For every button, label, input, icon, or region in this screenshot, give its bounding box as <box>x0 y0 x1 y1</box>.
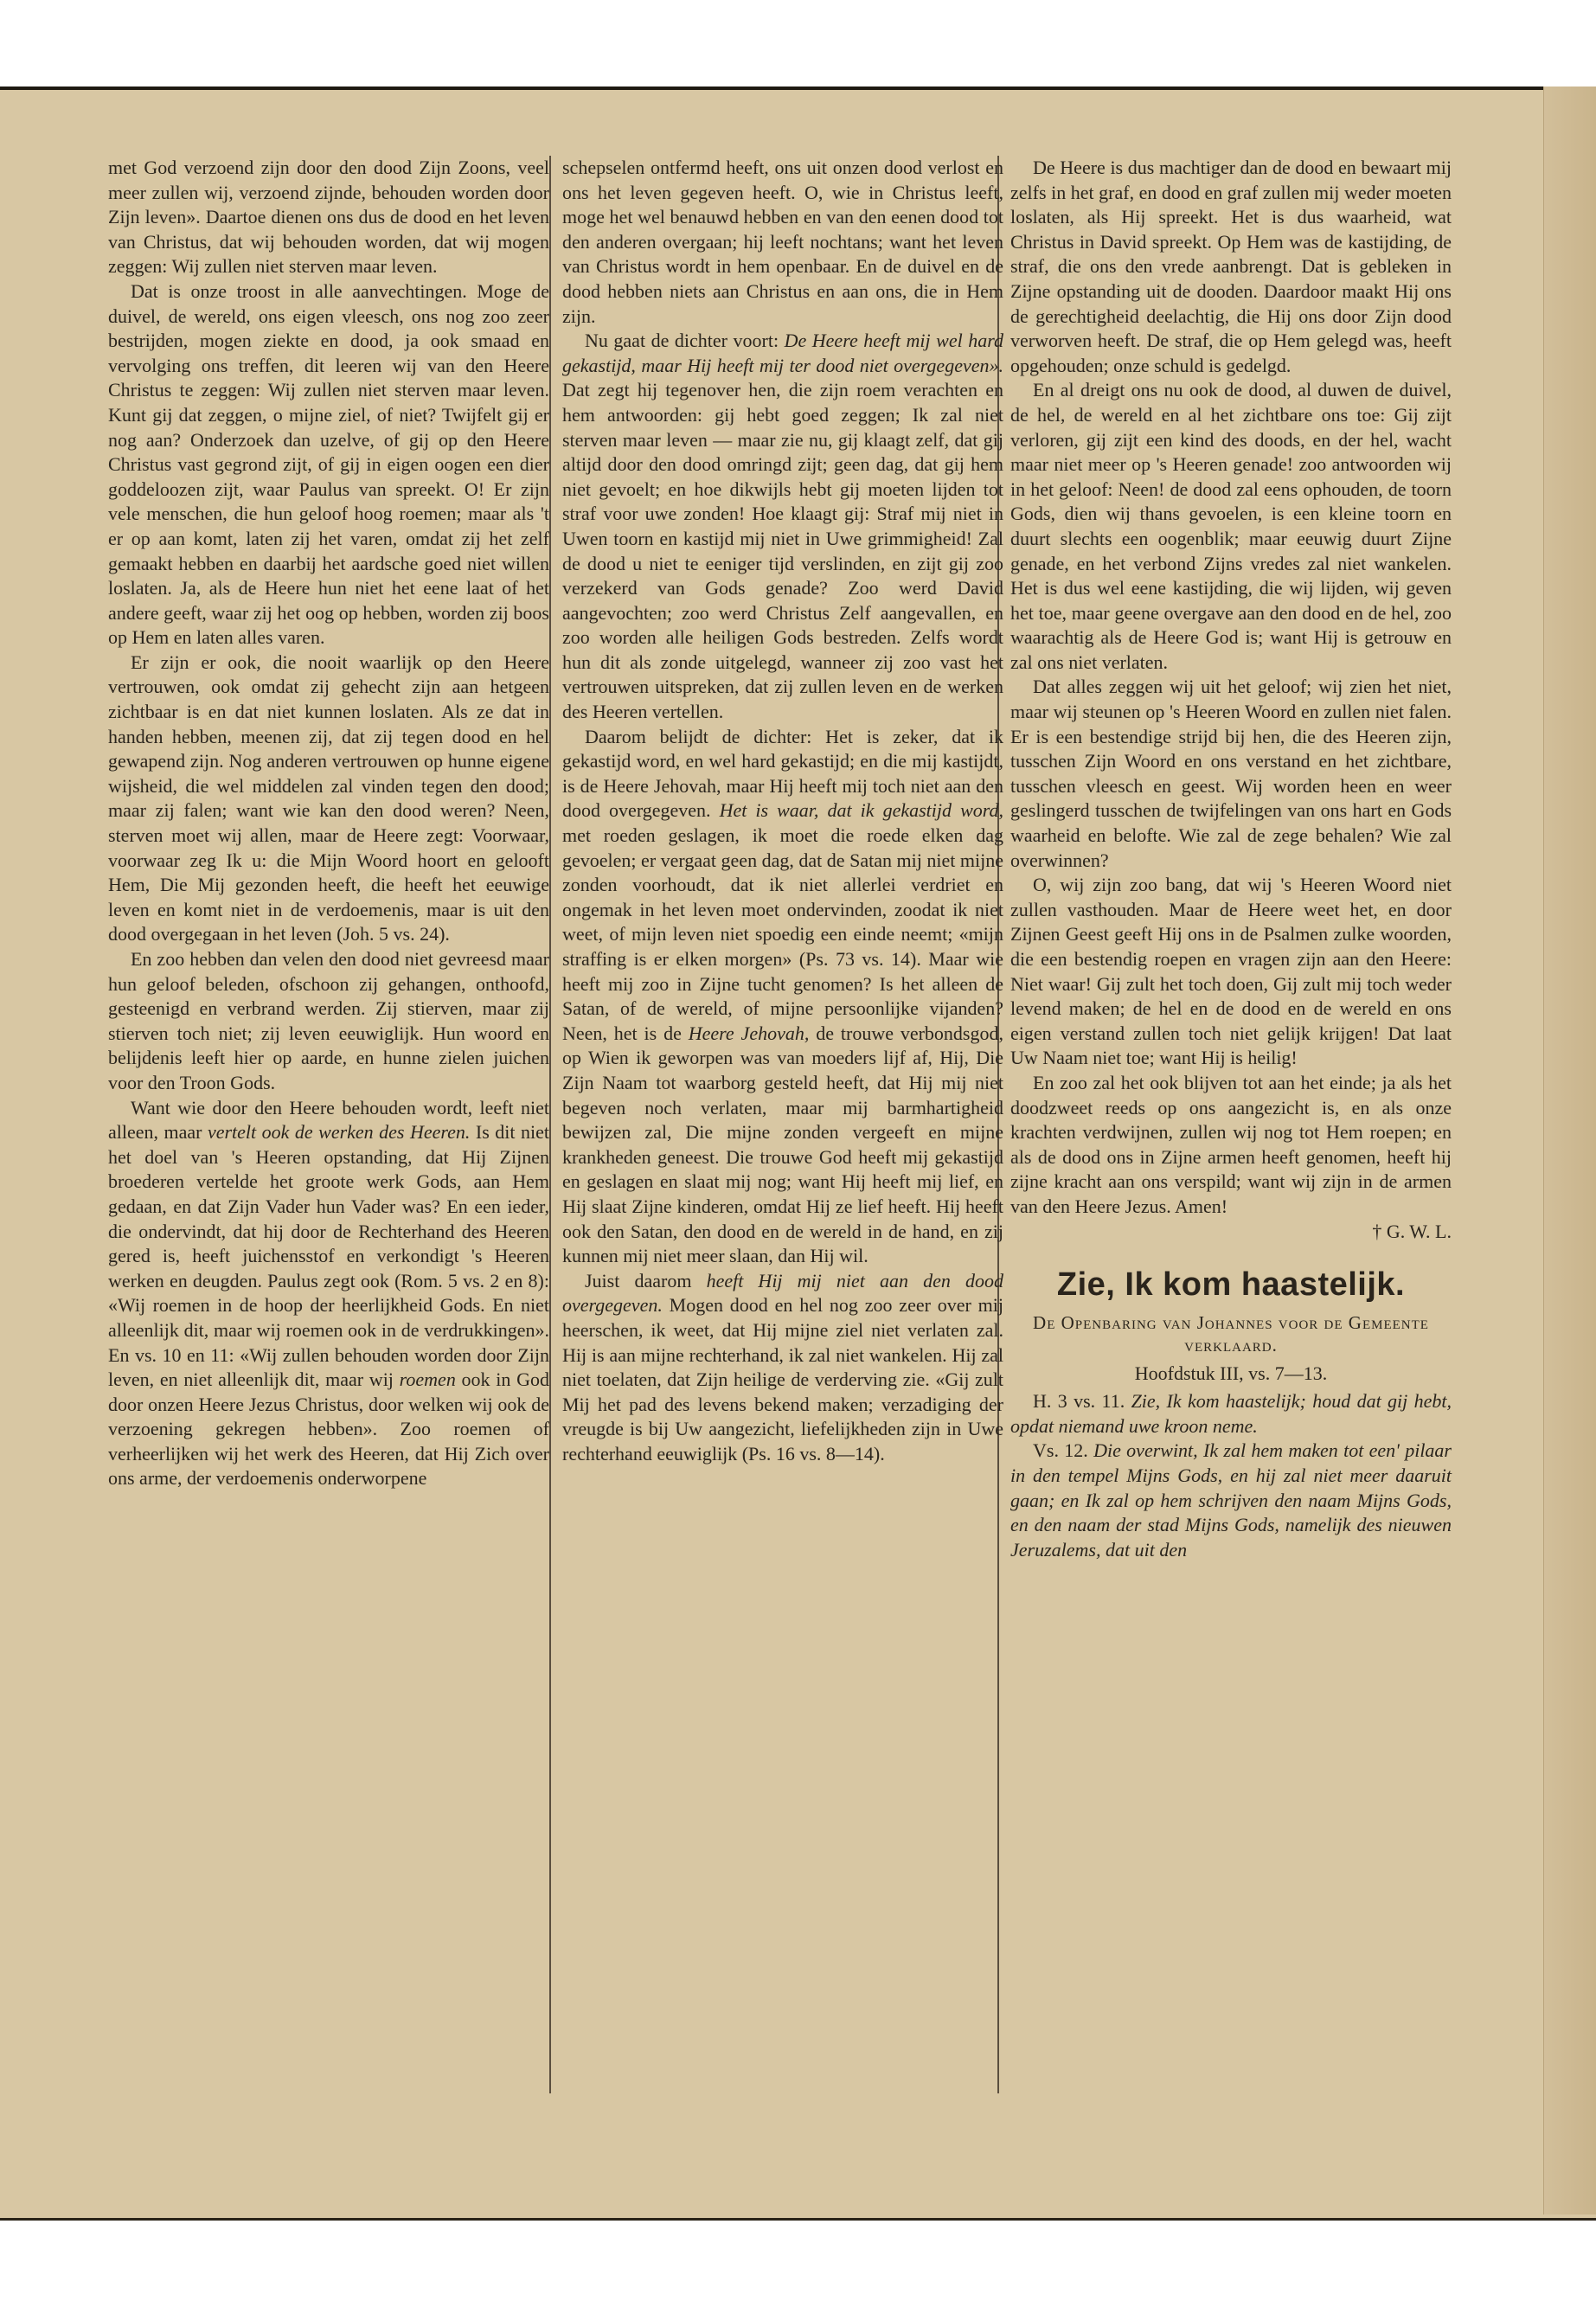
text-span: Daarom belijdt de dichter: Het is zeker, dat ik gekastijd word, en wel hard gekastijd; en die mij kastijdt, is de Heere Jehovah, maar Hij heeft mij toch niet aan den dood overgegeven. <box>562 725 1003 822</box>
italic-span: Zie, Ik kom haastelijk; houd dat gij hebt, opdat niemand uwe kroon neme. <box>1010 1390 1452 1437</box>
author-signature: † G. W. L. <box>1372 1220 1452 1242</box>
column-1-paragraph-1: met God verzoend zijn door den dood Zijn Zoons, veel meer zullen wij, verzoend zijnde, behouden worden door Zijn leven». Daartoe dienen ons dus de dood en het leven van Christus, dat wij behouden worden, dat wij mogen zeggen: Wij zullen niet sterven maar leven. <box>108 157 549 278</box>
column-3-paragraph-3: Dat alles zeggen wij uit het geloof; wij zien het niet, maar wij steunen op 's Heeren Woord en zullen niet falen. Er is een bestendige strijd bij hen, die des Heeren zijn, tusschen Zijn Woord en ons verstand en het zichtbare, tusschen vleesch en geest. Wij worden heen en weer geslingerd tusschen de twijfelingen van ons hart en Gods waarheid en belofte. Wie zal de zege behalen? Wie zal overwinnen? <box>1010 676 1452 871</box>
column-1-paragraph-2: Dat is onze troost in alle aanvechtingen. Moge de duivel, de wereld, ons eigen vleesch, ons nog zoo zeer bestrijden, mogen ziekte en dood, ja ook smaad en vervolging ons treffen, dit leeren wij van den Heere Christus te zeggen: Wij zullen niet sterven maar leven. Kunt gij dat zeggen, o mijne ziel, of niet? Twijfelt gij er nog aan? Onderzoek dan uzelve, of gij op den Heere Christus vast gegrond zijt, of gij in eigen oogen een dier goddeloozen zijt, waar Paulus van spreekt. O! Er zijn vele menschen, die hun geloof hoog roemen; maar als 't er op aan komt, laten zij het varen, omdat zij het zelf gemaakt hebben en daarbij het aardsche goed niet willen loslaten. Ja, als de Heere hun niet het eene laat of het andere geeft, waar zij het oog op hebben, worden zij boos op Hem en laten alles varen. <box>108 279 549 649</box>
italic-span: Heere Jehovah, <box>688 1022 810 1044</box>
text-span: Nu gaat de dichter voort: <box>585 330 785 352</box>
article-headline: Zie, Ik kom haastelijk. <box>1056 1266 1406 1304</box>
text-span: H. 3 vs. 11. <box>1033 1390 1131 1413</box>
text-span: Is dit niet het doel van 's Heeren opstanding, dat Hij Zijnen broederen vertelde het groote werk Gods, aan Hem gedaan, en dat Zijn Vader hun Vader was? En een ieder, die ondervindt, dat hij door de Rechterhand des Heeren gered is, heeft juichensstof en verkondigt 's Heeren werken en deugden. Paulus zegt ook (Rom. 5 vs. 2 en 8): «Wij roemen in de hoop der heerlijkheid Gods. En niet alleenlijk dit, maar wij roemen ook in de verdrukkingen». En vs. 10 en 11: «Wij zullen behouden worden door Zijn leven, en niet alleenlijk dit, maar wij <box>108 1121 549 1391</box>
italic-span: Die overwint, Ik zal hem maken tot een' pilaar in den tempel Mijns Gods, en hij zal niet meer daaruit gaan; en Ik zal op hem schrijven den naam Mijns Gods, en den naam der stad Mijns Gods, namelijk des nieuwen Jeruzalems, dat uit den <box>1010 1439 1452 1561</box>
column-2-paragraph-2 <box>562 329 1003 725</box>
verse-11 <box>1010 1389 1452 1439</box>
column-3-paragraph-1: De Heere is dus machtiger dan de dood en bewaart mij zelfs in het graf, en dood en graf zullen mij weder moeten loslaten, als Hij spreekt. Het is dus waarheid, wat Christus in David spreekt. Op Hem was de kastijding, de straf, die ons den vrede aanbrengt. Dat is gebleken in Zijne opstanding uit de dooden. Daardoor maakt Hij ons de gerechtigheid deelachtig, die Hij ons door Zijn dood verworven heeft. De straf, die op Hem gelegd was, heeft opgehouden; onze schuld is gedelgd. <box>1010 157 1452 376</box>
text-span: ook in God door onzen Heere Jezus Christus, door welken wij ook de verzoening gekregen hebben». Zoo roemen of verheerlijken wij het werk des Heeren, dat Hij Zich over ons arme, der verdoemenis onderworpene <box>108 1368 550 1490</box>
italic-span: roemen <box>399 1368 456 1391</box>
text-span: Vs. 12. <box>1033 1439 1094 1462</box>
text-span: Want wie door den Heere behouden wordt, leeft niet alleen, maar <box>108 1096 549 1144</box>
page-edge <box>1543 87 1596 2214</box>
italic-span: vertelt ook de werken des Heeren. <box>207 1121 471 1144</box>
italic-span: Het is waar, dat ik gekastijd word, <box>719 799 1003 822</box>
article-subheading: De Openbaring van Johannes voor de Gemeente verklaard. <box>1033 1312 1429 1356</box>
column-3-paragraph-5: En zoo zal het ook blijven tot aan het einde; ja als het doodzweet reeds op ons aangezicht is, en als onze krachten verdwijnen, zullen wij nog tot Hem roepen; en als de dood ons in Zijne armen heeft genomen, heeft hij zijne kracht aan ons verspild; want wij zijn in de armen van den Heere Jezus. Amen! <box>1010 1071 1452 1217</box>
column-1 <box>108 156 549 1491</box>
column-rule-1 <box>549 156 551 2093</box>
verse-12 <box>1010 1439 1452 1562</box>
text-span: Mogen dood en hel nog zoo zeer over mij heerschen, ik weet, dat Hij mijne ziel niet verlaten zal. Hij is aan mijne rechterhand, ik zal niet wankelen. Hij zal niet toelaten, dat Zijn heilige de verderving zie. «Gij zult Mij het pad des levens bekend maken; verzadiging der vreugde is bij Uw aangezicht, liefelijkheden zijn in Uwe rechterhand eeuwiglijk (Ps. 16 vs. 8—14). <box>562 1294 1003 1465</box>
column-1-paragraph-4: En zoo hebben dan velen den dood niet gevreesd maar hun geloof beleden, ofschoon zij gehangen, onthoofd, gesteenigd en verbrand werden. Zij stierven, maar zij stierven toch niet; zij leven eeuwiglijk. Hun woord en belijdenis leeft hier op aarde, en hunne zielen juichen voor den Troon Gods. <box>108 948 549 1093</box>
column-1-paragraph-3: Er zijn er ook, die nooit waarlijk op den Heere vertrouwen, ook omdat zij gehecht zijn aan hetgeen zichtbaar is en dat niet kunnen loslaten. Als ze dat in handen hebben, meenen zij, dat zij tegen dood en hel gewapend zijn. Nog anderen vertrouwen op hunne eigene wijsheid, die wel middelen zal vinden tegen den dood; maar zij falen; want wie kan den dood weren? Neen, sterven moet wij allen, maar de Heere zegt: Voorwaar, voorwaar zeg Ik u: die Mijn Woord hoort en gelooft Hem, Die Mij gezonden heeft, die heeft het eeuwige leven en komt niet in de verdoemenis, maar is uit den dood overgegaan in het leven (Joh. 5 vs. 24). <box>108 651 549 945</box>
column-1-paragraph-5 <box>108 1096 549 1492</box>
text-span: Dat zegt hij tegenover hen, die zijn roem verachten en hem antwoorden: gij hebt goed zeggen; Ik zal niet sterven maar leven — maar zie nu, gij klaagt zelf, dat gij altijd door den dood omringd zijt; geen dag, dat gij hem niet gevoelt; en hoe dikwijls hebt gij moeten lijden tot straf voor uwe zonden! Hoe klaagt gij: Straf mij niet in Uwen toorn en kastijd mij niet in Uwe grimmigheid! Zal de dood u niet te eeniger tijd verslinden, en zijt gij zoo verzekerd van Gods genade? Zoo werd David aangevochten; zoo werd Christus Zelf aangevallen, en zoo worden alle heiligen Gods bestreden. Zelfs wordt hun dit als zonde uitgelegd, wanneer zij zoo vast het vertrouwen uitspreken, dat zij zullen leven en de werken des Heeren vertellen. <box>562 379 1003 723</box>
column-3-paragraph-2: En al dreigt ons nu ook de dood, al duwen de duivel, de hel, de wereld en al het zichtbare ons toe: Gij zijt verloren, gij zijt een kind des doods, en der hel, wacht maar niet meer op 's Heeren genade! zoo antwoorden wij in het geloof: Neen! de dood zal eens ophouden, de toorn Gods, dien wij thans gevoelen, is een kleine toorn en duurt slechts een oogenblik; maar eeuwig duurt Zijne genade, en het verbond Zijns vredes zal niet wankelen. Het is dus wel eene kastijding, die wij lijden, wij geven het toe, maar geene overgave aan den dood en de hel, zoo waarachtig als de Heere God is; want Hij is getrouw en zal ons niet verlaten. <box>1010 379 1452 673</box>
text-span: met roeden geslagen, ik moet die roede elken dag gevoelen; er vergaat geen dag, dat de Satan mij niet mijne zonden voorhoudt, dat ik niet allerlei verdriet en ongemak in het leven moet ondervinden, zoodat ik niet weet, of mijn leven niet spoedig een einde neemt; «mijn straffing is er elken morgen» (Ps. 73 vs. 14). Maar wie heeft mij zoo in Zijne tucht genomen? Is het alleen de Satan, of de wereld, of mijne persoonlijke vijanden? Neen, het is de <box>562 824 1003 1044</box>
text-span: Juist daarom <box>585 1269 707 1292</box>
column-2-paragraph-1: schepselen ontfermd heeft, ons uit onzen dood verlost en ons het leven gegeven heeft. O, wie in Christus leeft, moge het wel benauwd hebben en van den eenen dood tot den anderen overgaan; hij leeft nochtans; want het leven van Christus wordt in hem openbaar. En de duivel en de dood hebben niets aan Christus en aan ons, die in Hem zijn. <box>562 157 1003 327</box>
column-2 <box>562 156 1003 1466</box>
italic-span: heeft Hij mij niet aan den dood overgegeven. <box>562 1269 1003 1317</box>
chapter-reference: Hoofdstuk III, vs. 7—13. <box>1134 1362 1328 1385</box>
text-span: de trouwe verbondsgod, op Wien ik geworpen was van moeders lijf af, Hij, Die Zijn Naam tot waarborg gesteld heeft, dat Hij mij niet begeven noch verlaten, maar mij barmhartigheid bewijzen zal, Die mijne zonden vergeeft en mijne krankheden geneest. Die trouwe God heeft mij gekastijd en geslagen en slaat mij nog; want Hij heeft mij lief, en Hij slaat Zijne kinderen, omdat Hij ze lief heeft. Hij heeft ook den Satan, den dood en de wereld in de hand, en zij kunnen mij niet meer slaan, dan Hij wil. <box>562 1022 1003 1267</box>
column-2-paragraph-4 <box>562 1269 1003 1467</box>
italic-span: De Heere heeft mij wel hard gekastijd, maar Hij heeft mij ter dood niet overgegeven». <box>562 330 1003 376</box>
column-3-paragraph-4: O, wij zijn zoo bang, dat wij 's Heeren Woord niet zullen vasthouden. Maar de Heere weet het, en door Zijnen Geest geeft Hij ons in de Psalmen zulke woorden, die een bestendig roepen en vragen zijn aan den Heere: Niet waar! Gij zult het toch doen, Gij zult mij toch weder levend maken; de hel en de dood en de wereld en ons eigen verstand zullen toch niet gelijk krijgen! Dat laat Uw Naam niet toe; want Hij is heilig! <box>1010 874 1452 1069</box>
column-3 <box>1010 156 1452 1562</box>
column-2-paragraph-3 <box>562 725 1003 1269</box>
